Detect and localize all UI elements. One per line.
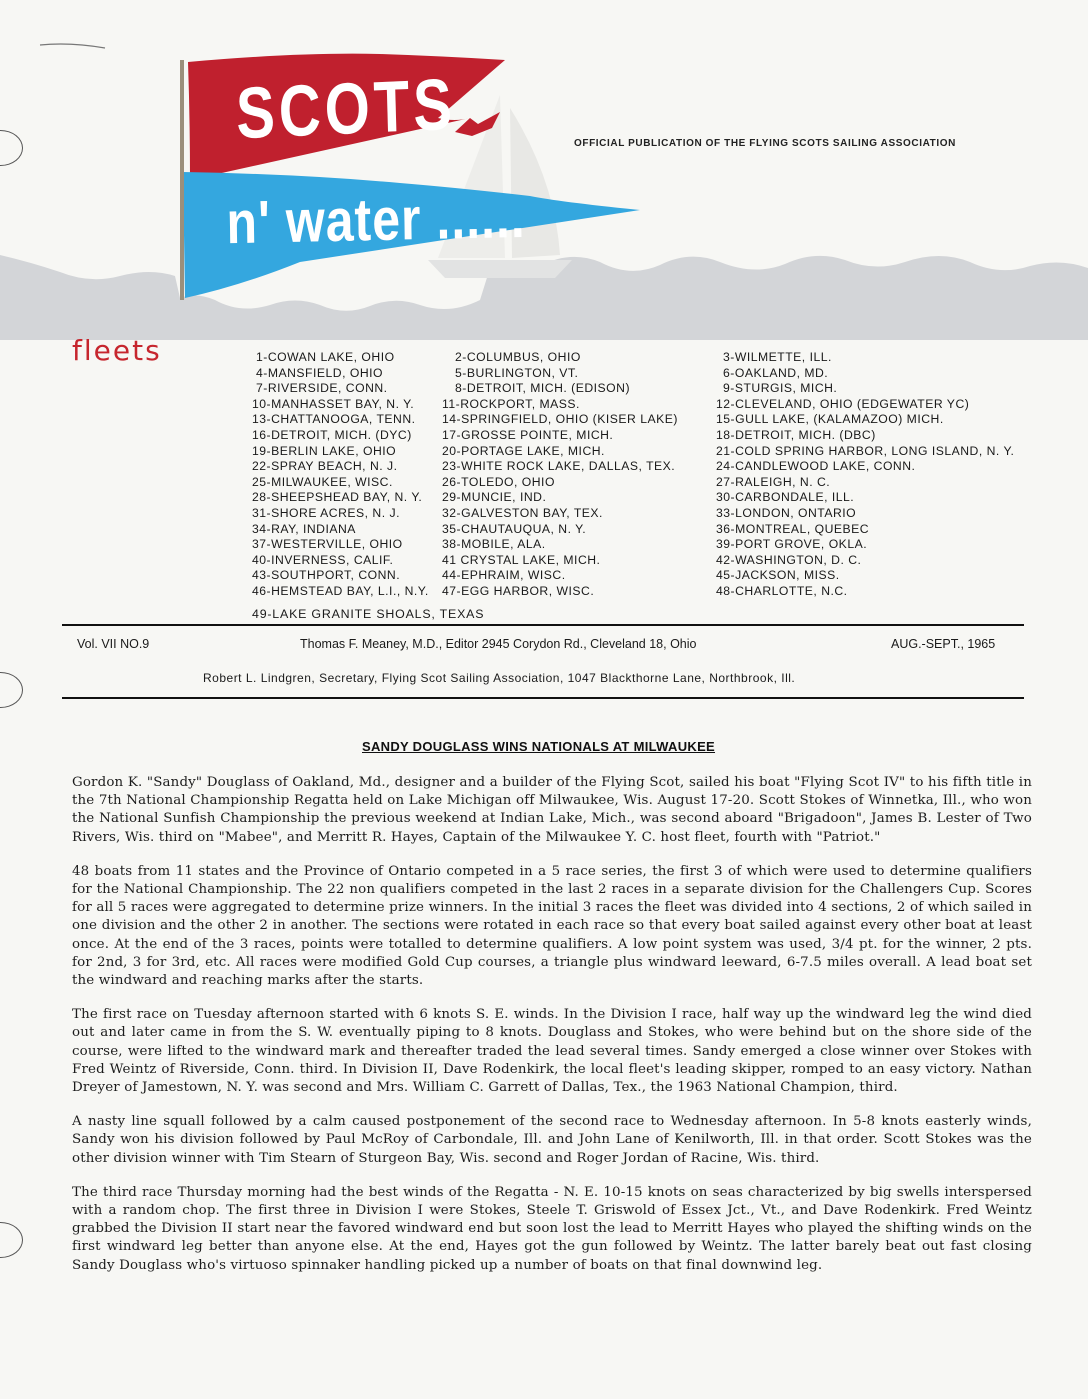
fleet-item: 44-EPHRAIM, WISC. [442,568,566,583]
fleet-item: 9-STURGIS, MICH. [723,381,838,396]
fleet-item: 21-COLD SPRING HARBOR, LONG ISLAND, N. Y. [716,443,1015,458]
fleet-item: 39-PORT GROVE, OKLA. [716,537,868,552]
fleet-item: 26-TOLEDO, OHIO [442,474,555,489]
fleet-item: 45-JACKSON, MISS. [716,568,840,583]
fleet-item: 12-CLEVELAND, OHIO (EDGEWATER YC) [716,396,970,411]
fleet-item: 43-SOUTHPORT, CONN. [252,568,401,583]
punch-hole-middle [0,672,23,708]
punch-hole-bottom [0,1222,23,1258]
editor-line: Thomas F. Meaney, M.D., Editor 2945 Corydon Rd., Cleveland 18, Ohio [300,637,697,651]
article-headline: SANDY DOUGLASS WINS NATIONALS AT MILWAUKEE [362,739,716,754]
logo-scots: SCOTS [235,63,457,155]
fleet-item: 18-DETROIT, MICH. (DBC) [716,427,876,442]
fleet-item: 1-COWAN LAKE, OHIO [256,350,395,364]
logo-n-water: n' water ...... [226,182,527,257]
masthead-banner [0,0,1088,340]
fleet-item: 19-BERLIN LAKE, OHIO [252,443,397,458]
fleet-item: 35-CHAUTAUQUA, N. Y. [442,521,587,536]
fleet-item: 25-MILWAUKEE, WISC. [252,474,393,489]
fleet-item: 38-MOBILE, ALA. [442,537,546,552]
article-paragraph: 48 boats from 11 states and the Province of Ontario competed in a 5 race series, the first 3 of which were used to determine qualifiers for the National Championship. The 22 non qualifiers competed in the last 2 races in a separate division for the Challengers Cup. Scores for all 5 races were aggregated to determine prize winners. In the initial 3 races the fleet was divided into 4 sections, 2 of which sailed in one division and the other 2 in another. The sections were rotated in each race so that every boat sailed against every other boat at least once. At the end of the 3 races, points were totalled to determine qualifiers. A low point system was used, 3/4 pt. for the winner, 2 pts. for 2nd, 3 for 3rd, etc. All races were modified Gold Cup courses, a triangle plus windward leeward, 6-7.5 miles overall. A lead boat set the windward and reaching marks after the starts. [72,863,1032,989]
volume-number: Vol. VII NO.9 [77,637,150,651]
fleet-item: 13-CHATTANOOGA, TENN. [252,412,416,427]
fleet-item: 20-PORTAGE LAKE, MICH. [442,443,605,458]
fleet-item: 37-WESTERVILLE, OHIO [252,537,403,552]
fleet-item: 5-BURLINGTON, VT. [455,365,579,380]
fleet-item: 27-RALEIGH, N. C. [716,474,831,489]
article-paragraph: The first race on Tuesday afternoon started with 6 knots S. E. winds. In the Division I race, half way up the windward leg the wind died out and later came in from the S. W. eventually piping to 8 knots. Douglass and Stokes, who were behind but on the shore side of the course, were lifted to the windward mark and thereafter traded the lead several times. Sandy emerged a close winner over Stokes with Fred Weintz of Riverside, Conn. third. In Division II, Dave Rodenkirk, the local fleet's leading skipper, romped to an easy victory. Nathan Dreyer of Jamestown, N. Y. was second and Mrs. William C. Garrett of Dallas, Tex., the 1963 National Champion, third. [72,1007,1032,1096]
fleet-item: 31-SHORE ACRES, N. J. [252,505,400,520]
divider-top [62,624,1024,626]
article-paragraph: The third race Thursday morning had the best winds of the Regatta - N. E. 10-15 knots on seas characterized by big swells interspersed with a random chop. The first three in Division I were Stokes, Steele T. Griswold of Essex Jct., Vt., and Dave Rodenkirk. Fred Weintz grabbed the Division II start near the favored windward end but soon lost the lead to Merritt Hayes who played the shifting winds on the first windward leg better than anyone else. At the end, Hayes got the gun followed by Weintz. The latter barely beat out fast closing Sandy Douglass who's virtuoso spinnaker handling picked up a number of boats on that final downwind leg. [72,1184,1032,1273]
fleet-item: 6-OAKLAND, MD. [723,365,829,380]
fleet-item: 17-GROSSE POINTE, MICH. [442,427,614,442]
flag-pole [180,60,184,300]
fleet-item: 30-CARBONDALE, ILL. [716,490,855,505]
fleet-item: 32-GALVESTON BAY, TEX. [442,505,603,520]
article-paragraph: Gordon K. "Sandy" Douglass of Oakland, Md., designer and a builder of the Flying Scot, sailed his boat "Flying Scot IV" to his fifth title in the 7th National Championship Regatta held on Lake Michigan off Milwaukee, Wis. August 17-20. Scott Stokes of Winnetka, Ill., who won the National Sunfish Championship the previous weekend at Indian Lake, Mich., was second aboard "Brigadoon", James B. Lester of Two Rivers, Wis. third on "Mabee", and Merritt R. Hayes, Captain of the Milwaukee Y. C. host fleet, fourth with "Patriot." [72,775,1032,845]
pen-mark [40,44,105,48]
fleet-item: 48-CHARLOTTE, N.C. [716,583,848,598]
fleet-item: 7-RIVERSIDE, CONN. [256,381,388,396]
fleet-item: 33-LONDON, ONTARIO [716,505,857,520]
fleet-item: 28-SHEEPSHEAD BAY, N. Y. [252,490,423,505]
fleet-item: 46-HEMSTEAD BAY, L.I., N.Y. [252,583,429,598]
fleet-item: 16-DETROIT, MICH. (DYC) [252,427,412,442]
issue-date: AUG.-SEPT., 1965 [891,637,996,651]
fleet-item: 2-COLUMBUS, OHIO [455,350,581,364]
fleet-item: 47-EGG HARBOR, WISC. [442,583,595,598]
masthead-artwork [0,0,1088,340]
fleet-item: 8-DETROIT, MICH. (EDISON) [455,381,631,396]
fleet-column-3 [716,350,1014,600]
fleet-item: 34-RAY, INDIANA [252,521,356,536]
fleet-item: 41 CRYSTAL LAKE, MICH. [442,552,601,567]
hull-icon [428,260,572,278]
fleet-item: 40-INVERNESS, CALIF. [252,552,394,567]
fleet-item: 29-MUNCIE, IND. [442,490,547,505]
fleet-column-1 [252,350,429,600]
fleet-item: 14-SPRINGFIELD, OHIO (KISER LAKE) [442,412,678,427]
fleet-item: 3-WILMETTE, ILL. [723,350,832,364]
fleets-title: fleets [72,334,162,367]
official-publication-line: OFFICIAL PUBLICATION OF THE FLYING SCOTS SAILING ASSOCIATION [574,138,956,149]
fleet-item: 42-WASHINGTON, D. C. [716,552,862,567]
fleet-item: 24-CANDLEWOOD LAKE, CONN. [716,459,916,474]
fleet-item: 11-ROCKPORT, MASS. [442,396,580,411]
fleet-item: 22-SPRAY BEACH, N. J. [252,459,398,474]
fleet-item-last: 49-LAKE GRANITE SHOALS, TEXAS [252,607,485,621]
fleet-column-2 [442,350,678,600]
secretary-line: Robert L. Lindgren, Secretary, Flying Scot Sailing Association, 1047 Blackthorne Lane, Northbrook, Ill. [203,671,796,685]
article-paragraph: A nasty line squall followed by a calm caused postponement of the second race to Wednesday afternoon. In 5-8 knots easterly winds, Sandy won his division followed by Paul McRoy of Carbondale, Ill. and John Lane of Kenilworth, Ill. in that order. Scott Stokes was the other division winner with Tim Stearn of Sturgeon Bay, Wis. second and Roger Jordan of Racine, Wis. third. [72,1114,1032,1166]
fleet-item: 15-GULL LAKE, (KALAMAZOO) MICH. [716,412,944,427]
fleet-item: 36-MONTREAL, QUEBEC [716,521,870,536]
divider-bottom [62,697,1024,699]
fleet-item: 4-MANSFIELD, OHIO [256,365,384,380]
fleet-item: 10-MANHASSET BAY, N. Y. [252,396,415,411]
fleet-item: 23-WHITE ROCK LAKE, DALLAS, TEX. [442,459,676,474]
article-body [72,774,1032,1291]
